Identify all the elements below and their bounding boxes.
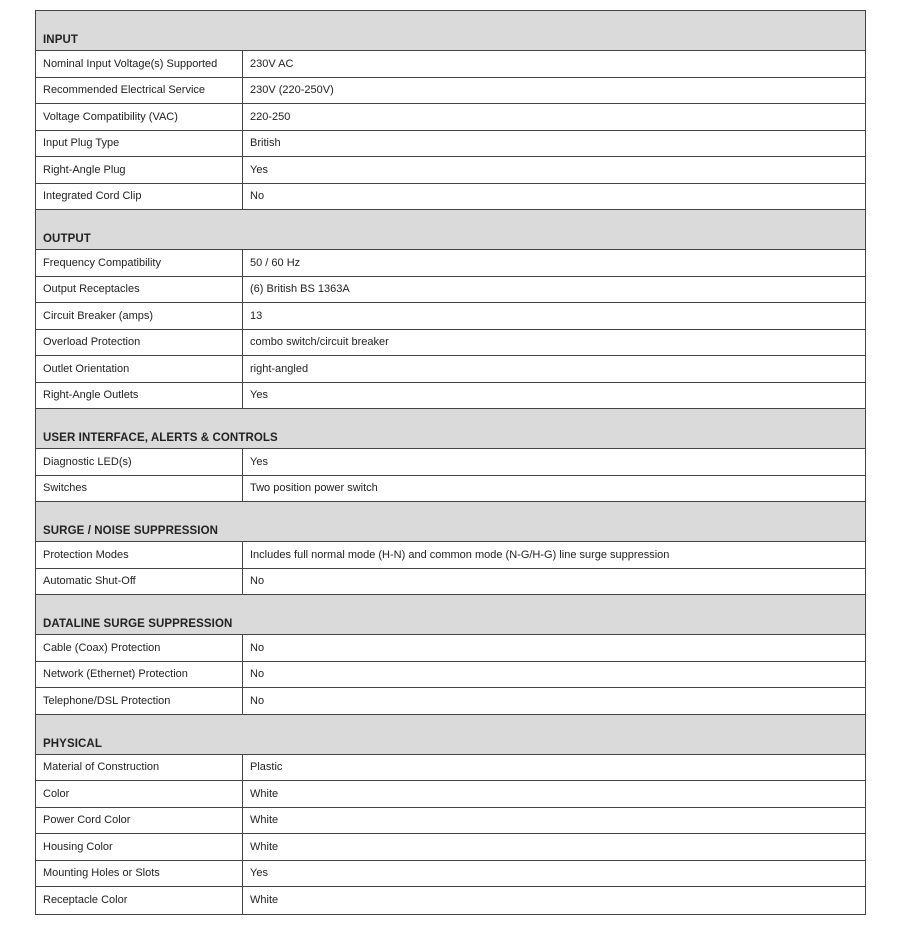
spec-table	[35, 10, 866, 915]
row-label: Output Receptacles	[36, 277, 243, 303]
section-title: INPUT	[43, 34, 78, 46]
row-value: Yes	[250, 163, 268, 176]
table-row	[36, 755, 865, 782]
row-label: Integrated Cord Clip	[36, 184, 243, 210]
table-row	[36, 277, 865, 304]
table-row	[36, 250, 865, 277]
row-value: 230V (220-250V)	[250, 84, 334, 97]
row-label: Telephone/DSL Protection	[36, 688, 243, 714]
row-value: No	[250, 575, 265, 588]
row-label: Protection Modes	[36, 542, 243, 568]
table-row	[36, 781, 865, 808]
table-row	[36, 51, 865, 78]
table-row	[36, 131, 865, 158]
table-row	[36, 78, 865, 105]
section-title: OUTPUT	[43, 233, 91, 245]
row-label: Diagnostic LED(s)	[36, 449, 243, 475]
row-value: No	[250, 694, 265, 707]
table-row	[36, 356, 865, 383]
row-label: Overload Protection	[36, 330, 243, 356]
table-row	[36, 449, 865, 476]
row-label: Mounting Holes or Slots	[36, 861, 243, 887]
row-label: Color	[36, 781, 243, 807]
table-row	[36, 635, 865, 662]
section-title: DATALINE SURGE SUPPRESSION	[43, 618, 233, 630]
row-value: combo switch/circuit breaker	[250, 336, 389, 349]
row-value: Includes full normal mode (H-N) and common mode (N-G/H-G) line surge suppression	[250, 548, 670, 561]
table-row	[36, 184, 865, 211]
row-value: 50 / 60 Hz	[250, 256, 301, 269]
row-value: 220-250	[250, 110, 291, 123]
row-label: Material of Construction	[36, 755, 243, 781]
table-row	[36, 157, 865, 184]
row-label: Recommended Electrical Service	[36, 78, 243, 104]
row-value: Two position power switch	[250, 482, 378, 495]
row-label: Circuit Breaker (amps)	[36, 303, 243, 329]
row-value: White	[250, 894, 279, 907]
row-label: Automatic Shut-Off	[36, 569, 243, 595]
row-label: Power Cord Color	[36, 808, 243, 834]
row-label: Receptacle Color	[36, 887, 243, 914]
row-value: White	[250, 814, 279, 827]
row-value: Yes	[250, 455, 268, 468]
row-value: Yes	[250, 389, 268, 402]
table-row	[36, 887, 865, 914]
section-header-output	[36, 210, 865, 250]
section-header-surge-noise	[36, 502, 865, 542]
row-value: right-angled	[250, 362, 309, 375]
row-value: No	[250, 190, 265, 203]
row-value: Yes	[250, 867, 268, 880]
table-row	[36, 476, 865, 503]
section-title: PHYSICAL	[43, 737, 102, 750]
row-label: Frequency Compatibility	[36, 250, 243, 276]
row-label: Switches	[36, 476, 243, 502]
table-row	[36, 383, 865, 410]
section-header-user-interface	[36, 409, 865, 449]
row-label: Right-Angle Outlets	[36, 383, 243, 409]
table-row	[36, 542, 865, 569]
table-row	[36, 330, 865, 357]
row-value: (6) British BS 1363A	[250, 283, 350, 296]
row-value: 230V AC	[250, 57, 294, 70]
row-value: 13	[250, 309, 263, 322]
row-label: Cable (Coax) Protection	[36, 635, 243, 661]
table-row	[36, 662, 865, 689]
row-label: Nominal Input Voltage(s) Supported	[36, 51, 243, 77]
section-header-input	[36, 11, 865, 51]
table-row	[36, 834, 865, 861]
table-row	[36, 688, 865, 715]
row-value: White	[250, 787, 279, 800]
row-label: Voltage Compatibility (VAC)	[36, 104, 243, 130]
table-row	[36, 104, 865, 131]
row-label: Outlet Orientation	[36, 356, 243, 382]
table-row	[36, 569, 865, 596]
row-label: Housing Color	[36, 834, 243, 860]
row-value: No	[250, 668, 265, 681]
section-header-dataline	[36, 595, 865, 635]
section-header-physical	[36, 715, 865, 755]
row-value: White	[250, 840, 279, 853]
section-title: USER INTERFACE, ALERTS & CONTROLS	[43, 432, 278, 444]
row-label: Right-Angle Plug	[36, 157, 243, 183]
table-row	[36, 861, 865, 888]
table-row	[36, 808, 865, 835]
row-value: Plastic	[250, 761, 283, 774]
row-value: British	[250, 137, 281, 150]
table-row	[36, 303, 865, 330]
section-title: SURGE / NOISE SUPPRESSION	[43, 525, 219, 537]
row-label: Network (Ethernet) Protection	[36, 662, 243, 688]
row-label: Input Plug Type	[36, 131, 243, 157]
row-value: No	[250, 641, 265, 654]
